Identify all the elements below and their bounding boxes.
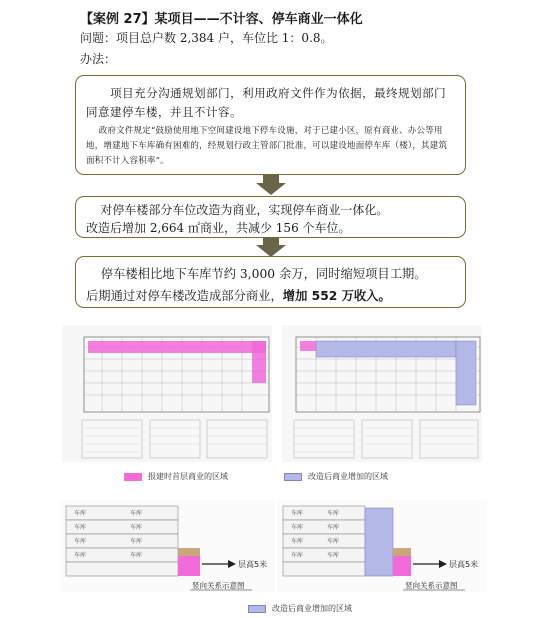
- svg-text:车库: 车库: [327, 552, 340, 559]
- conversion-line-2: 改造后增加 2,664 ㎡商业，共减少 156 个车位。: [86, 221, 351, 235]
- added-commercial-block: [365, 508, 393, 576]
- svg-text:车库: 车库: [327, 524, 340, 531]
- legend-label-blue: 改造后商业增加的区域: [272, 604, 352, 613]
- legend-swatch-blue: [248, 605, 266, 613]
- benefit-line-2: 后期通过对停车楼改造成部分商业，: [86, 289, 283, 303]
- benefit-line-1: 停车楼相比地下车库节约 3,000 余万，同时缩短项目工期。: [100, 267, 427, 281]
- legend-swatch-pink: [124, 473, 142, 481]
- elevation-caption: 竖向关系示意图: [192, 581, 245, 590]
- svg-text:车库: 车库: [130, 510, 143, 517]
- svg-text:车库: 车库: [291, 552, 304, 559]
- legend-swatch-blue: [284, 473, 302, 481]
- height-label: 层高5米: [238, 560, 268, 569]
- svg-text:车库: 车库: [327, 510, 340, 517]
- floor-plan-converted: [282, 325, 482, 462]
- svg-text:车库: 车库: [327, 538, 340, 545]
- down-arrow-icon: [256, 237, 286, 257]
- elevation-caption: 竖向关系示意图: [405, 581, 458, 590]
- svg-text:车库: 车库: [74, 552, 87, 559]
- height-label: 层高5米: [449, 560, 479, 569]
- original-commercial-zone: [88, 341, 266, 353]
- legend-added-commercial-bottom: [248, 603, 352, 614]
- approval-text: 项目充分沟通规划部门，利用政府文件作为依据，最终规划部门同意建停车楼，并且不计容。: [86, 86, 447, 119]
- floor-plan-original: [62, 325, 272, 462]
- down-arrow-icon: [256, 175, 286, 195]
- conversion-box: [75, 196, 466, 238]
- svg-text:车库: 车库: [291, 538, 304, 545]
- method-label: 办法：: [80, 52, 117, 66]
- elevation-converted: [277, 500, 487, 592]
- svg-text:车库: 车库: [74, 538, 87, 545]
- case-title: 【案例 27】某项目——不计容、停车商业一体化: [80, 12, 363, 27]
- legend-original-commercial: [124, 471, 228, 482]
- benefit-box: [75, 256, 466, 308]
- planning-approval-box: [75, 75, 466, 175]
- svg-text:车库: 车库: [130, 524, 143, 531]
- legend-added-commercial: [284, 471, 388, 482]
- benefit-highlight: 增加 552 万收入。: [282, 289, 391, 303]
- added-commercial-zone: [316, 341, 456, 357]
- legend-label-blue: 改造后商业增加的区域: [308, 472, 388, 481]
- svg-text:车库: 车库: [291, 510, 304, 517]
- svg-text:车库: 车库: [130, 538, 143, 545]
- policy-note: 政府文件规定“鼓励使用地下空间建设地下停车设施，对于已建小区，原有商业、办公等用地，增建地下车库确有困难的，经规划行政主管部门批准，可以建设地面停车库（楼），其建筑面积不计入容积率”。: [86, 126, 448, 166]
- svg-text:车库: 车库: [130, 552, 143, 559]
- floor-label: 车库: [74, 510, 87, 517]
- question-line: 问题：项目总户数 2,384 户，车位比 1：0.8。: [80, 31, 333, 45]
- svg-text:车库: 车库: [74, 524, 87, 531]
- conversion-line-1: 对停车楼部分车位改造为商业，实现停车商业一体化。: [100, 203, 389, 217]
- legend-label-pink: 报建时首层商业的区域: [148, 472, 228, 481]
- svg-text:车库: 车库: [291, 524, 304, 531]
- elevation-original: [60, 500, 275, 592]
